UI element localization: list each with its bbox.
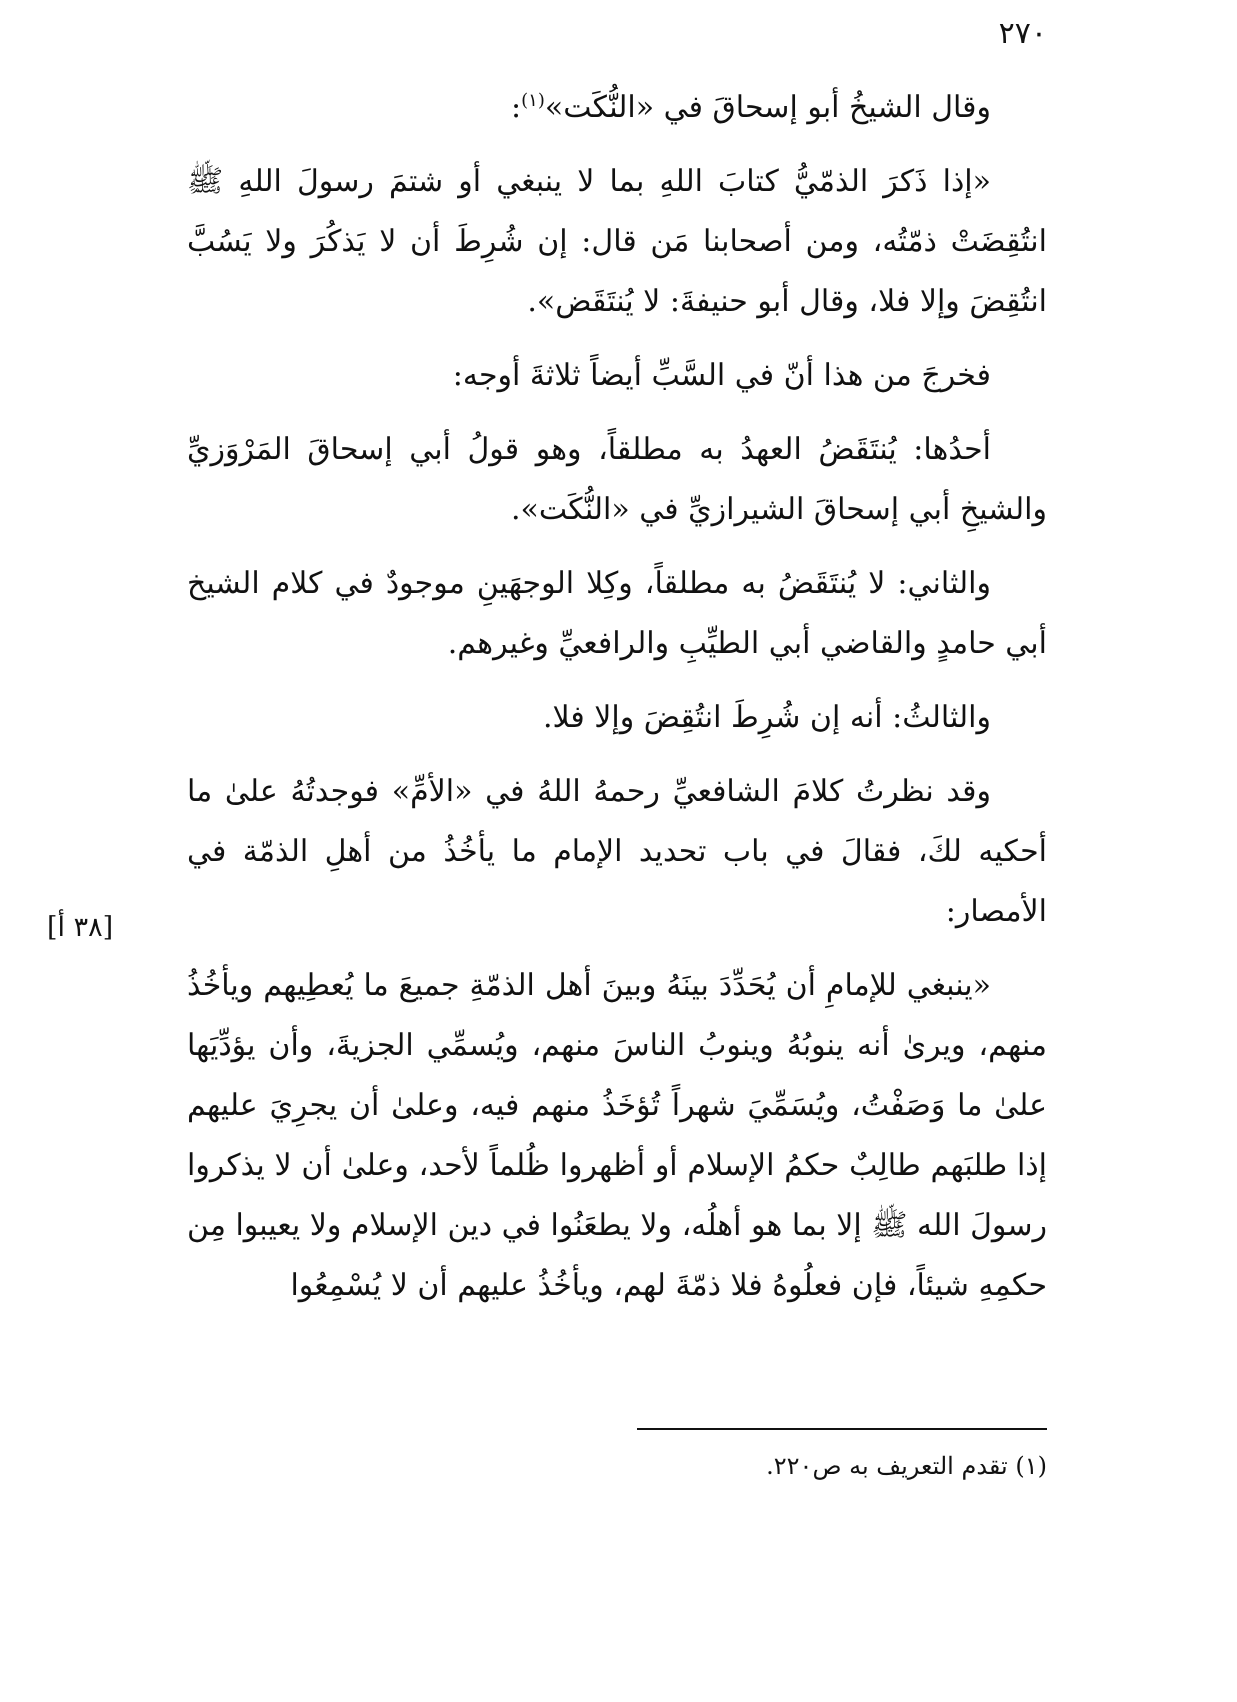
footnote-reference: (١) — [521, 90, 545, 111]
quote-paragraph: «إذا ذَكرَ الذمّيُّ كتابَ اللهِ بما لا ينبغي أو شتمَ رسولَ اللهِ ﷺ انتُقِضَتْ ذمّتُه، ومن أصحابنا مَن قال: إن شُرِطَ أن لا يَذكُرَ ولا يَسُبَّ انتُقِضَ وإلا فلا، وقال أبو حنيفةَ: لا يُنتَقَض». — [187, 164, 1047, 319]
paragraph: والثاني: لا يُنتَقَضُ به مطلقاً، وكِلا الوجهَينِ موجودٌ في كلام الشيخ أبي حامدٍ والقاضي أبي الطيِّبِ والرافعيِّ وغيرهم. — [187, 566, 1047, 661]
paragraph: وقد نظرتُ كلامَ الشافعيِّ رحمهُ اللهُ في «الأمِّ» فوجدتُهُ علىٰ ما أحكيه لكَ، فقالَ في باب تحديد الإمام ما يأخُذُ من أهلِ الذمّة في الأمصار: — [187, 774, 1047, 929]
page-body — [187, 78, 1047, 1330]
quote-paragraph: «ينبغي للإمامِ أن يُحَدِّدَ بينَهُ وبينَ أهل الذمّةِ جميعَ ما يُعطِيهم ويأخُذُ منهم، ويرىٰ أنه ينوبُهُ وينوبُ الناسَ منهم، ويُسمِّي الجزيةَ، وأن يؤدِّيَها علىٰ ما وَصَفْتُ، ويُسَمِّيَ شهراً تُؤخَذُ منهم فيه، وعلىٰ أن يجرِيَ عليهم إذا طلبَهم طالِبٌ حكمُ الإسلام أو أظهروا ظُلماً لأحد، وعلىٰ أن لا يذكروا رسولَ الله ﷺ إلا بما هو أهلُه، ولا يطعَنُوا في دين الإسلام ولا يعيبوا مِن حكمِهِ شيئاً، فإن فعلُوهُ فلا ذمّةَ لهم، ويأخُذُ عليهم أن لا يُسْمِعُوا — [187, 968, 1047, 1303]
page-number: ٢٧٠ — [998, 16, 1047, 51]
paragraph-text: وقال الشيخُ أبو إسحاقَ في «النُّكَت» — [544, 90, 991, 125]
paragraph: فخرجَ من هذا أنّ في السَّبِّ أيضاً ثلاثةَ أوجه: — [452, 358, 991, 393]
footnote-divider — [637, 1428, 1047, 1430]
paragraph: أحدُها: يُنتَقَضُ العهدُ به مطلقاً، وهو قولُ أبي إسحاقَ المَرْوَزيِّ والشيخِ أبي إسحاقَ الشيرازيِّ في «النُّكَت». — [187, 432, 1047, 527]
footnote: (١) تقدم التعريف به ص٢٢٠. — [766, 1452, 1047, 1480]
paragraph: والثالثُ: أنه إن شُرِطَ انتُقِضَ وإلا فلا. — [542, 700, 991, 735]
manuscript-folio-marker: [٣٨ أ] — [47, 912, 114, 943]
paragraph — [187, 78, 1047, 138]
paragraph-tail: : — [511, 90, 522, 125]
